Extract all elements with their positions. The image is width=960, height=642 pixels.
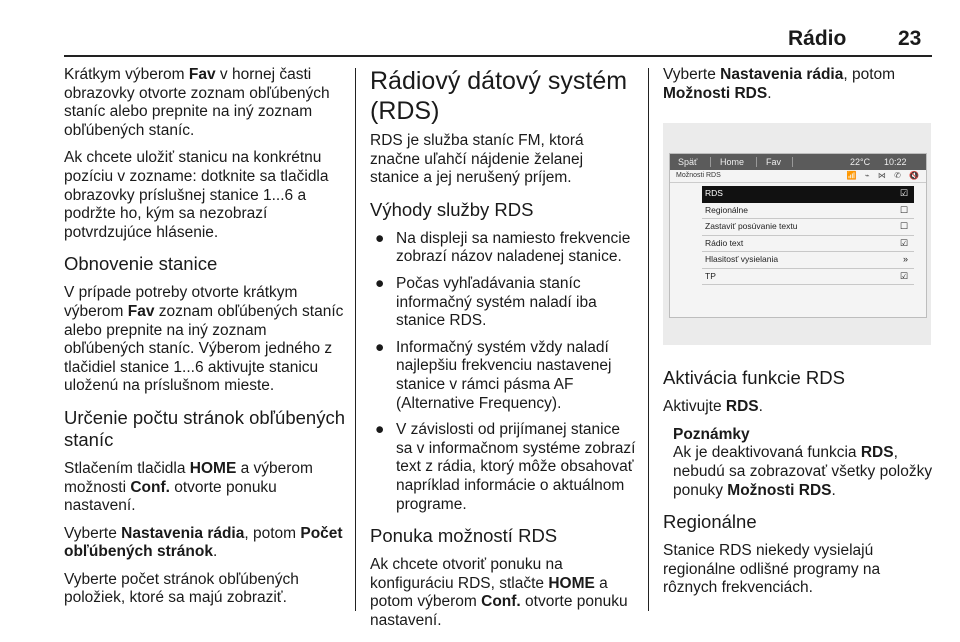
page-header bbox=[0, 0, 960, 56]
chapter-title: Rádio bbox=[788, 27, 847, 50]
bullet-icon: ● bbox=[375, 421, 385, 439]
column-divider-2 bbox=[648, 68, 649, 611]
paragraph-save-station: Ak chcete uložiť stanicu na konkrétnu pozíciu v zozname: dotknite sa tlačidla obrazovky príslušnej stanice 1...6 a podržte ho, kým sa nezobrazí potvrdzujúce hlásenie. bbox=[64, 149, 329, 241]
separator bbox=[710, 157, 711, 167]
list-item: ● Informačný systém vždy naladí najlepšiu frekvenciu nastavenej stanice v rámci pásma AF (Alternative Frequency). bbox=[375, 338, 612, 412]
checkbox-checked-icon: ☑ bbox=[899, 270, 908, 281]
screen-subtitle-bar bbox=[670, 170, 926, 183]
screen-figure bbox=[663, 123, 931, 345]
column-2 bbox=[370, 66, 636, 639]
bullet-icon: ● bbox=[375, 338, 385, 356]
paragraph-regional: Stanice RDS niekedy vysielajú regionálne odlišné programy na rôznych frekvenciách. bbox=[663, 542, 881, 597]
checkbox-checked-icon: ☑ bbox=[899, 188, 908, 199]
menu-item-tp[interactable]: TP ☑ bbox=[702, 269, 914, 286]
menu-item-radio-text[interactable]: Rádio text ☑ bbox=[702, 236, 914, 253]
checkbox-unchecked-icon: ☐ bbox=[899, 204, 908, 215]
heading-rds-menu: Ponuka možností RDS bbox=[370, 525, 558, 547]
note-title: Poznámky bbox=[673, 425, 750, 443]
column-divider-1 bbox=[355, 68, 356, 611]
infotainment-screen bbox=[669, 153, 927, 318]
paragraph-select-pages: Vyberte Nastavenia rádia, potom Počet obľúbených stránok. bbox=[64, 524, 343, 561]
screen-top-bar bbox=[670, 154, 926, 170]
heading-rds-advantages: Výhody služby RDS bbox=[370, 198, 534, 220]
back-button[interactable]: Späť bbox=[678, 157, 698, 168]
bullet-icon: ● bbox=[375, 274, 385, 292]
checkbox-unchecked-icon: ☐ bbox=[899, 221, 908, 232]
screen-subtitle: Možnosti RDS bbox=[676, 172, 721, 180]
paragraph-activate-rds: Aktivujte RDS. bbox=[663, 398, 763, 416]
menu-item-broadcast-volume[interactable]: Hlasitosť vysielania » bbox=[702, 252, 914, 269]
menu-item-stop-scrolling[interactable]: Zastaviť posúvanie textu ☐ bbox=[702, 219, 914, 236]
separator bbox=[756, 157, 757, 167]
list-item: ● Počas vyhľadávania staníc informačný systém naladí iba stanice RDS. bbox=[375, 274, 597, 330]
heading-regional: Regionálne bbox=[663, 511, 757, 533]
paragraph-page-count: Vyberte počet stránok obľúbených položiek, ktoré sa majú zobraziť. bbox=[64, 570, 299, 607]
chevron-right-icon: » bbox=[902, 254, 908, 265]
column-3 bbox=[663, 66, 933, 607]
clock: 10:22 bbox=[884, 157, 907, 168]
heading-rds: Rádiový dátový systém (RDS) bbox=[370, 67, 628, 125]
paragraph-rds-intro: RDS je služba staníc FM, ktorá značne uľahčí nájdenie želanej stanice a jej nerušený príjem. bbox=[370, 132, 584, 187]
menu-item-regional[interactable]: Regionálne ☐ bbox=[702, 203, 914, 220]
status-icons: 📶 ⌁ ⋈ ✆ 🔇 bbox=[846, 171, 922, 181]
rds-advantages-list bbox=[370, 230, 636, 514]
bullet-icon: ● bbox=[375, 229, 385, 247]
column-1 bbox=[64, 66, 346, 617]
list-item: ● V závislosti od prijímanej stanice sa v informačnom systéme zobrazí text z rádia, ktorý môže obsahovať napríklad informácie o aktuálnom programe. bbox=[375, 421, 636, 513]
paragraph-fav-intro: Krátkym výberom Fav v hornej časti obrazovky otvorte zoznam obľúbených staníc alebo prepnite na iný zoznam obľúbených staníc. bbox=[64, 66, 330, 139]
rds-options-menu bbox=[702, 186, 914, 285]
paragraph-rds-menu: Ak chcete otvoriť ponuku na konfiguráciu RDS, stlačte HOME a potom výberom Conf. otvorte ponuku nastavení. bbox=[370, 556, 628, 629]
heading-favourite-pages: Určenie počtu stránok obľúbených staníc bbox=[64, 406, 346, 450]
home-button[interactable]: Home bbox=[720, 157, 745, 168]
fav-button[interactable]: Fav bbox=[766, 157, 782, 168]
checkbox-checked-icon: ☑ bbox=[899, 237, 908, 248]
page-number: 23 bbox=[898, 27, 922, 50]
paragraph-open-settings: Stlačením tlačidla HOME a výberom možnosti Conf. otvorte ponuku nastavení. bbox=[64, 459, 313, 515]
note-text: Ak je deaktivovaná funkcia RDS, nebudú sa zobrazovať všetky položky ponuky Možnosti RDS. bbox=[673, 444, 933, 499]
note-box bbox=[663, 426, 933, 500]
heading-restore-station: Obnovenie stanice bbox=[64, 253, 218, 275]
header-rule bbox=[64, 55, 932, 57]
heading-activate-rds: Aktivácia funkcie RDS bbox=[663, 367, 845, 389]
temperature: 22°C bbox=[850, 157, 871, 168]
menu-item-rds[interactable]: RDS ☑ bbox=[702, 186, 914, 203]
separator bbox=[792, 157, 793, 167]
paragraph-restore-station: V prípade potreby otvorte krátkym výberom Fav zoznam obľúbených staníc alebo prepnite na iný zoznam obľúbených staníc. Výberom jedného z tlačidiel stanice 1...6 aktivujte stanicu uloženú na príslušnom mieste. bbox=[64, 284, 344, 395]
list-item: ● Na displeji sa namiesto frekvencie zobrazí názov naladenej stanice. bbox=[375, 229, 631, 266]
paragraph-select-rds-options: Vyberte Nastavenia rádia, potom Možnosti RDS. bbox=[663, 66, 896, 102]
